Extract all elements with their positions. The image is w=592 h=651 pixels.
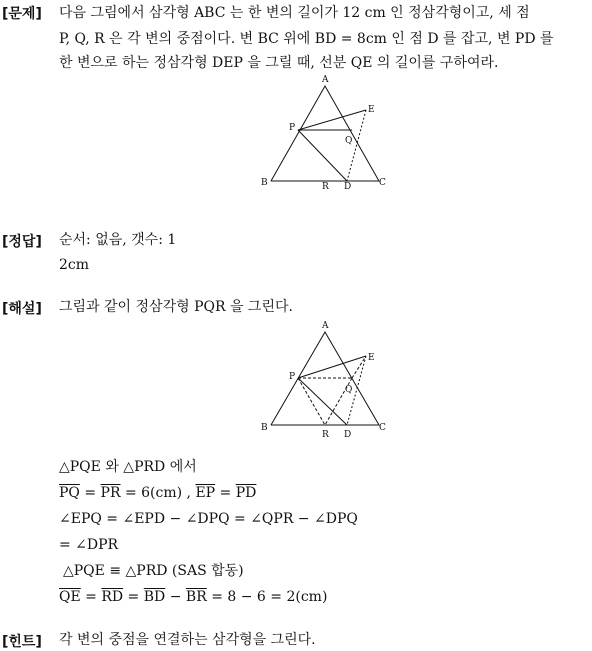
answer-value: 2cm <box>59 257 90 273</box>
label-p-1: P <box>289 123 296 133</box>
label-a-2: A <box>322 321 329 331</box>
problem-line-2 <box>59 30 554 48</box>
figure-1 <box>255 72 395 190</box>
explanation-line-2 <box>59 484 256 502</box>
label-c-2: C <box>379 423 386 433</box>
label-d-1: D <box>344 182 352 190</box>
segment-pq-text: $\overline{PQ}$ <box>59 485 80 501</box>
segment-qe-2 <box>352 356 366 378</box>
segment-pd-text: $\overline{PD}$ <box>235 485 257 501</box>
segment-rd-text: $\overline{RD}$ <box>101 589 124 605</box>
explanation-intro: 그림과 같이 정삼각형 PQR 을 그린다. <box>59 299 293 315</box>
eq-text-4: = <box>123 589 144 605</box>
segment-qe-text: $\overline{QE}$ <box>59 589 81 605</box>
explanation-tag: [해설] <box>2 301 42 317</box>
result-text: = 8 − 6 = 2(cm) <box>206 589 328 605</box>
label-b-1: B <box>261 178 268 188</box>
answer-tag: [정답] <box>2 234 42 250</box>
triangle-abc <box>271 86 379 181</box>
label-e-2: E <box>368 353 375 363</box>
explanation-line-3: ∠EPQ = ∠EPD − ∠DPQ = ∠QPR − ∠DPQ <box>59 511 358 527</box>
length-text-1: = 6(cm) , <box>120 485 196 501</box>
label-q-2: Q <box>345 385 353 395</box>
eq-text-2: = <box>215 485 236 501</box>
hint-tag: [힌트] <box>2 634 42 650</box>
hint-text: 각 변의 중점을 연결하는 삼각형을 그린다. <box>59 632 316 648</box>
label-c-1: C <box>379 178 386 188</box>
label-a-1: A <box>322 75 329 85</box>
answer-meta: 순서: 없음, 갯수: 1 <box>59 232 177 248</box>
explanation-line-4: = ∠DPR <box>59 537 119 553</box>
explanation-line-5: △PQE ≡ △PRD (SAS 합동) <box>63 563 244 579</box>
label-p-2: P <box>289 372 296 382</box>
label-q-1: Q <box>345 136 353 146</box>
segment-pd-1 <box>298 130 347 181</box>
label-d-2: D <box>344 430 352 440</box>
segment-pd-2 <box>298 378 347 425</box>
label-r-2: R <box>322 430 329 440</box>
problem-line-3: 한 변으로 하는 정삼각형 DEP 을 그릴 때, 선분 QE 의 길이를 구하여라. <box>59 55 499 71</box>
label-e-1: E <box>368 105 375 115</box>
problem-line-2-text: P, Q, R 은 각 변의 중점이다. 변 BC 위에 BD = 8cm 인 점 D 를 잡고, 변 PD 를 <box>59 31 554 47</box>
segment-pr-2 <box>298 378 325 425</box>
problem-line-1: 다음 그림에서 삼각형 ABC 는 한 변의 길이가 12 cm 인 정삼각형이고, 세 점 <box>59 5 530 21</box>
figure-2 <box>255 318 395 442</box>
segment-ep-text: $\overline{EP}$ <box>195 485 216 501</box>
segment-pe-2 <box>298 356 366 378</box>
problem-tag: [문제] <box>2 6 42 22</box>
eq-text-3: = <box>80 589 102 605</box>
eq-text-1: = <box>79 485 101 501</box>
explanation-line-6 <box>59 588 327 606</box>
minus-text: − <box>165 589 186 605</box>
label-r-1: R <box>322 182 329 190</box>
segment-br-text: $\overline{BR}$ <box>185 589 207 605</box>
explanation-line-1: △PQE 와 △PRD 에서 <box>59 459 197 475</box>
segment-pr-text: $\overline{PR}$ <box>100 485 121 501</box>
segment-pe-1 <box>298 110 366 130</box>
label-b-2: B <box>261 423 268 433</box>
segment-bd-text: $\overline{BD}$ <box>143 589 166 605</box>
